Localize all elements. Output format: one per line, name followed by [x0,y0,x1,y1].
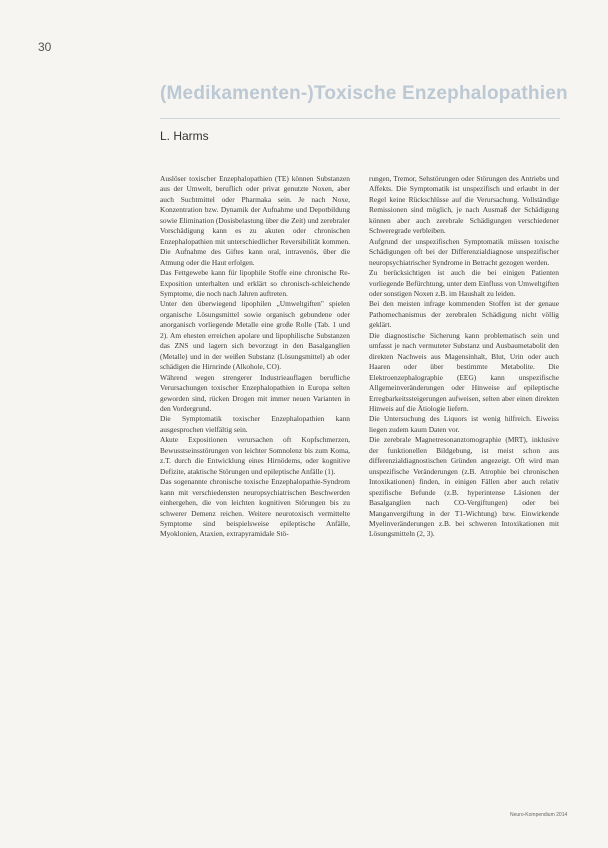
page-number: 30 [38,40,52,54]
paragraph: Während wegen strengerer Industrieauflagen berufliche Verursachungen toxischer Enzephalopathien in Europa selten geworden sind, rücken Drogen mit immer neuen Varianten in den Vordergrund. [160,372,350,413]
text-column-right [369,174,559,540]
article-title: (Medikamenten-)Toxische Enzephalopathien [160,83,568,104]
paragraph: Bei den meisten infrage kommenden Stoffen ist der genaue Pathomechanismus der zerebralen Schädigung nicht völlig geklärt. [369,299,559,330]
paragraph: rungen, Tremor, Sehstörungen oder Störungen des Antriebs und Affekts. Die Symptomatik ist unspezifisch und erlaubt in der Regel keine Rückschlüsse auf die Verursachung. Vollständige Remissionen sind möglich, je nach Ausmaß der Schädigung können aber auch zerebrale Schädigungen verschiedener Schweregrade verbleiben. [369,174,559,236]
paragraph: Unter den überwiegend lipophilen „Umweltgiften" spielen organische Lösungsmittel sowie organisch gebundene oder anorganisch vorliegende Metalle eine große Rolle (Tab. 1 und 2). Am ehesten erreichen apolare und lipophilische Substanzen das ZNS und lagern sich bevorzugt in den Basalganglien (Metalle) und in der weißen Substanz (Lösungsmittel) ab oder schädigen die Hirnrinde (Alkohole, CO). [160,299,350,372]
paragraph: Zu berücksichtigen ist auch die bei einigen Patienten vorliegende Befürchtung, unter dem Einfluss von Umweltgiften oder sonstigen Noxen z.B. im Haushalt zu leiden. [369,268,559,298]
text-column-left [160,174,350,540]
paragraph: Aufgrund der unspezifischen Symptomatik müssen toxische Schädigungen oft bei der Differenzialdiagnose unspezifischer neuropsychiatrischer Syndrome in Betracht gezogen werden. [369,236,559,267]
paragraph: Die zerebrale Magnetresonanztomographie (MRT), inklusive der funktionellen Bildgebung, ist meist schon aus differenzialdiagnostischen Gründen angezeigt. Oft wird man unspezifische Veränderungen (z.B. Atrophie bei chronischen Intoxikationen) finden, in einigen Fällen aber auch relativ spezifische Befunde (z.B. hyperintense Läsionen der Basalganglien nach CO-Vergiftungen) oder bei Manganvergiftung in der T1-Wichtung) bzw. Einwirkende Myelinveränderungen z.B. bei schweren Intoxikationen mit Lösungsmitteln (2, 3). [369,435,559,539]
author-name: L. Harms [160,129,209,143]
paragraph: Die Symptomatik toxischer Enzephalopathien kann ausgesprochen vielfältig sein. [160,414,350,434]
paragraph: Das Fettgewebe kann für lipophile Stoffe eine chronische Re-Exposition unterhalten und erklärt so chronisch-schleichende Symptome, die noch nach Jahren auftreten. [160,268,350,298]
paragraph: Akute Expositionen verursachen oft Kopfschmerzen, Bewusstseinsstörungen von leichter Somnolenz bis zum Koma, z.T. durch die Entwicklung eines Hirnödems, oder kognitive Defizite, ataktische Störungen und epileptische Anfälle (1). [160,435,350,476]
paragraph: Die Untersuchung des Liquors ist wenig hilfreich. Eiweiss liegen zudem kaum Daten vor. [369,414,559,434]
paragraph: Die diagnostische Sicherung kann problematisch sein und umfasst je nach vermuteter Substanz und Ausbaumetabolit den direkten Nachweis aus Magensinhalt, Blut, Urin oder auch Haaren oder über bestimmte Metabolite. Die Elektroenzephalographie (EEG) kann unspezifische Allgemeinveränderungen oder Hinweise auf epileptische Erregbarkeitssteigerungen aufweisen, selten aber einen direkten Hinweis auf die Ätiologie liefern. [369,330,559,413]
title-divider [160,118,560,119]
paragraph: Auslöser toxischer Enzephalopathien (TE) können Substanzen aus der Umwelt, beruflich oder privat genutzte Noxen, aber auch Suchtmittel oder Pharmaka sein. Je nach Noxe, Konzentration bzw. Dynamik der Aufnahme und Depotbildung sowie Elimination (Dosisbelastung über die Zeit) und zerebraler Vorschädigung kann es zu akuten oder chronischen Enzephalopathien mit unterschiedlicher Reversibilität kommen. Die Aufnahme des Giftes kann oral, intravenös, über die Atmung oder die Haut erfolgen. [160,174,350,267]
page-footer: Neuro-Kompendium 2014 [510,812,568,818]
paragraph: Das sogenannte chronische toxische Enzephalopathie-Syndrom kann mit verschiedensten neuropsychiatrischen Beschwerden einhergehen, die von leichten kognitiven Störungen bis zu schwerer Demenz reichen. Weitere neurotoxisch vermittelte Symptome sind beispielsweise epileptische Anfälle, Myoklonien, Ataxien, extrapyramidale Stö- [160,477,350,539]
